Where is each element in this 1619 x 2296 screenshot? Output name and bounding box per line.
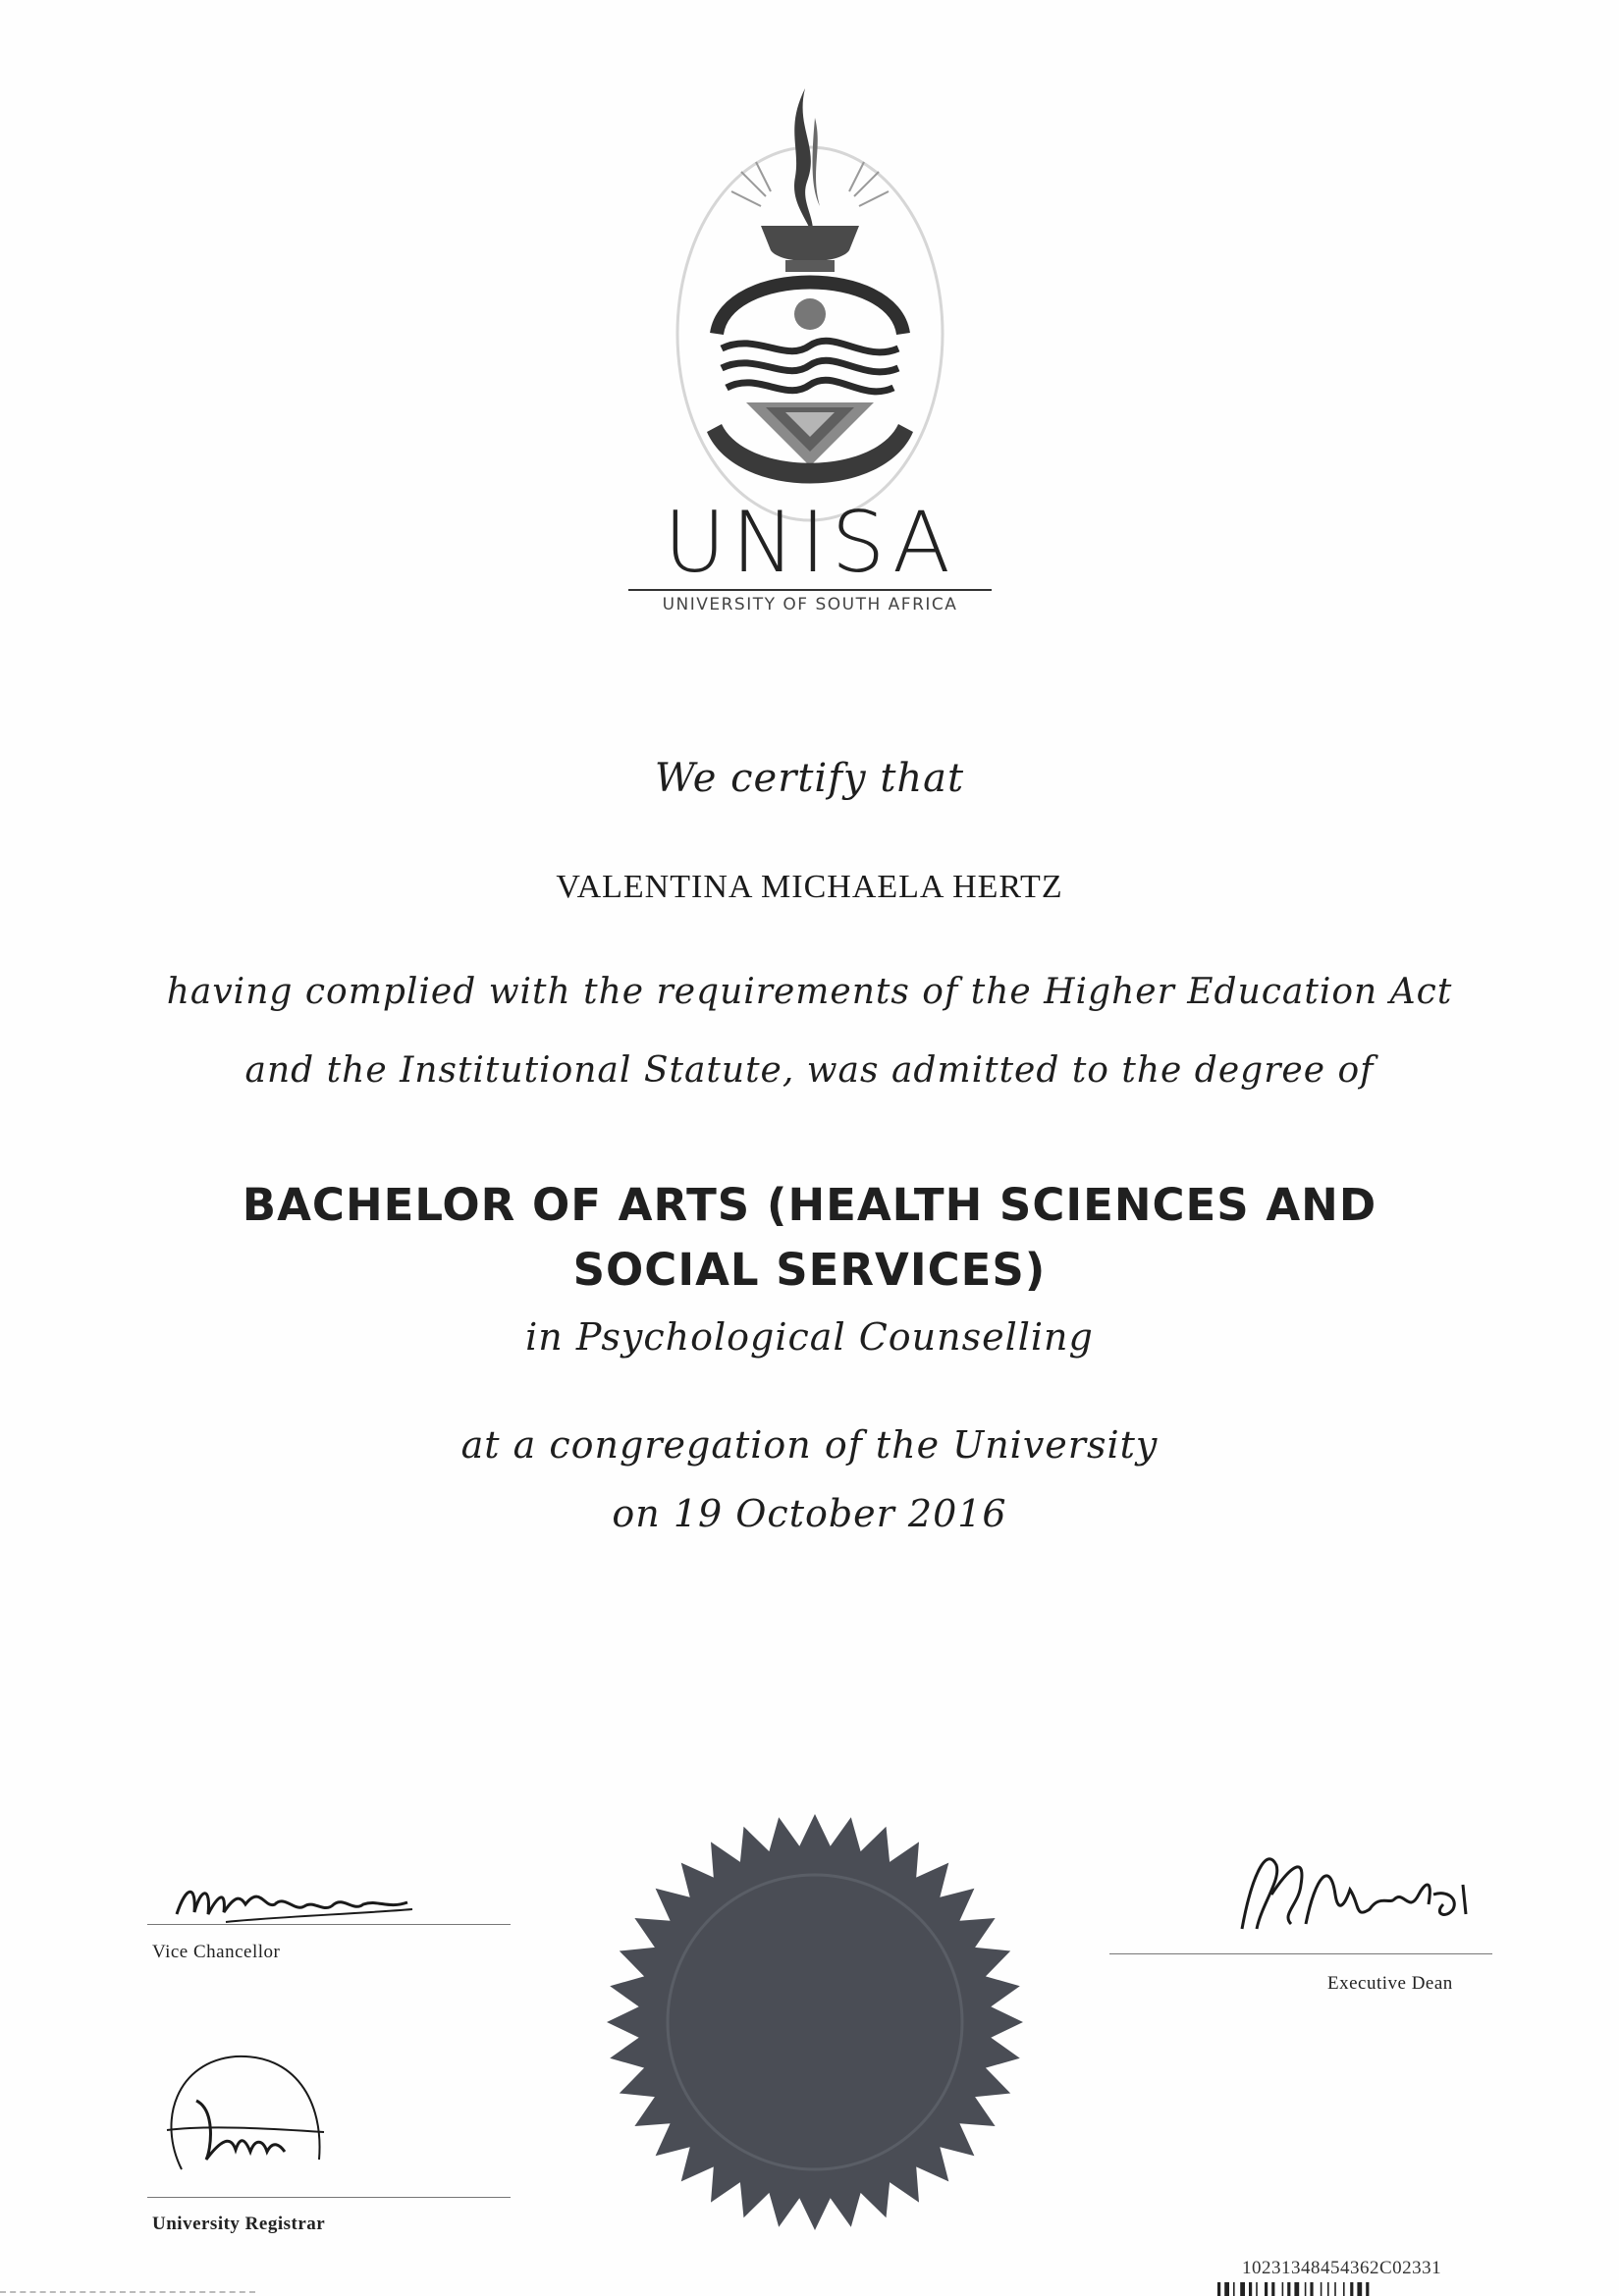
wordmark-subtitle: UNIVERSITY OF SOUTH AFRICA — [662, 595, 958, 614]
seal-starburst — [607, 1814, 1023, 2230]
barcode-bar — [1321, 2282, 1322, 2296]
registrar-signature — [147, 2042, 344, 2189]
congregation-statement: at a congregation of the University — [460, 1423, 1159, 1467]
executive-dean-sign-line — [1109, 1953, 1492, 1954]
vice-chancellor-title: Vice Chancellor — [152, 1942, 281, 1962]
registrar-sign-line — [147, 2197, 511, 2198]
barcode-bar — [1327, 2282, 1329, 2296]
barcode-bar — [1217, 2282, 1220, 2296]
degree-title — [0, 1173, 1619, 1303]
embossed-seal — [604, 1811, 1026, 2233]
registrar-title: University Registrar — [152, 2214, 326, 2234]
barcode-bar — [1256, 2282, 1258, 2296]
university-crest — [648, 79, 972, 530]
barcode-bar — [1310, 2282, 1313, 2296]
wordmark-title: UNISA — [628, 501, 992, 591]
barcode-bar — [1350, 2282, 1353, 2296]
degree-field: in Psychological Counselling — [525, 1315, 1094, 1359]
serial-number: 10231348454362C02331 — [1242, 2258, 1442, 2278]
barcode — [1217, 2282, 1414, 2296]
vice-chancellor-sign-line — [147, 1924, 511, 1925]
barcode-bar — [1233, 2282, 1235, 2296]
barcode-bar — [1343, 2282, 1345, 2296]
barcode-bar — [1294, 2282, 1299, 2296]
barcode-bar — [1357, 2282, 1362, 2296]
complied-line-1: having complied with the requirements of the Higher Education Act — [166, 972, 1453, 1012]
unisa-wordmark — [628, 494, 992, 614]
barcode-bar — [1249, 2282, 1252, 2296]
degree-title-text: BACHELOR OF ARTS (HEALTH SCIENCES AND SOCIAL SERVICES) — [242, 1179, 1377, 1296]
certify-statement: We certify that — [654, 756, 965, 801]
executive-dean-title: Executive Dean — [1327, 1973, 1453, 1994]
complied-line-2: and the Institutional Statute, was admitted to the degree of — [244, 1050, 1375, 1091]
scan-edge — [0, 2291, 255, 2293]
barcode-bar — [1282, 2282, 1284, 2296]
barcode-bar — [1240, 2282, 1245, 2296]
barcode-bar — [1271, 2282, 1274, 2296]
barcode-bar — [1287, 2282, 1290, 2296]
barcode-bar — [1224, 2282, 1229, 2296]
barcode-bar — [1366, 2282, 1369, 2296]
barcode-bar — [1265, 2282, 1268, 2296]
award-date: on 19 October 2016 — [612, 1492, 1007, 1535]
executive-dean-signature — [1222, 1836, 1487, 1953]
barcode-bar — [1305, 2282, 1307, 2296]
recipient-name: VALENTINA MICHAELA HERTZ — [556, 869, 1063, 905]
barcode-bar — [1334, 2282, 1336, 2296]
